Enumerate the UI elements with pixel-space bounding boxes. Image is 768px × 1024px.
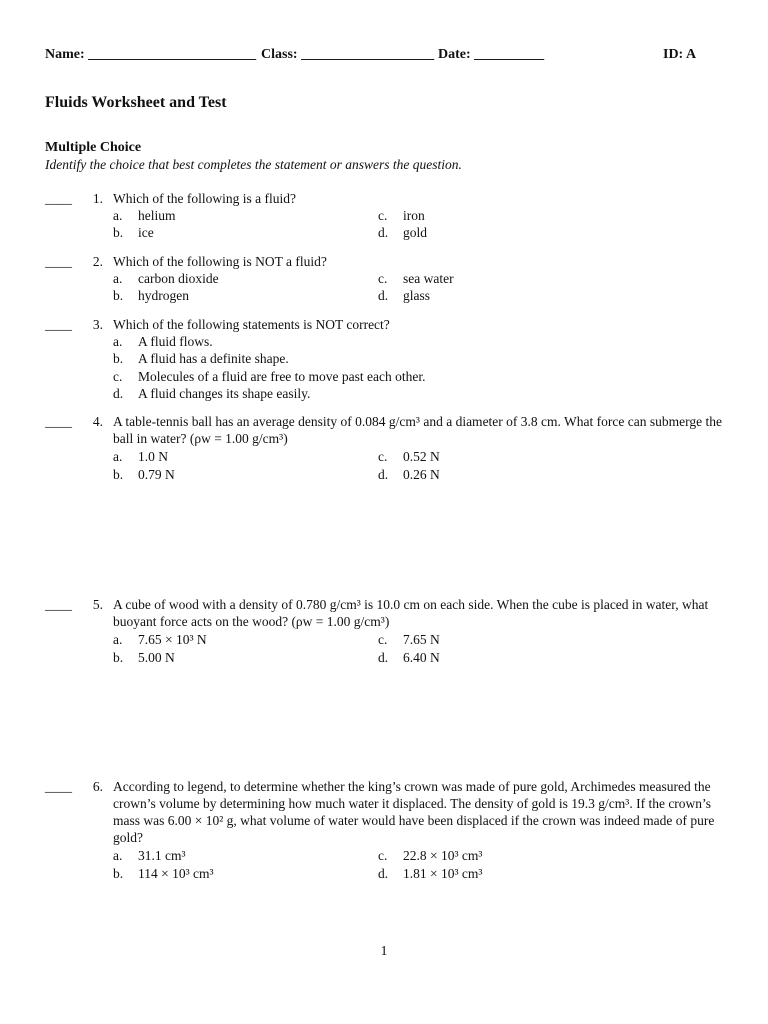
name-field xyxy=(45,47,256,63)
option-letter: a. xyxy=(113,334,123,349)
page-title: Fluids Worksheet and Test xyxy=(45,94,227,111)
id-label: ID: A xyxy=(663,47,697,62)
option-letter: c. xyxy=(378,271,388,286)
option-letter: c. xyxy=(378,848,388,863)
name-blank: ________________________ xyxy=(88,47,257,62)
option-letter: d. xyxy=(378,650,389,665)
option-text: 1.81 × 10³ cm³ xyxy=(403,866,483,881)
option-text: 1.0 N xyxy=(138,449,168,464)
option-text: hydrogen xyxy=(138,288,189,303)
option-text: 0.52 N xyxy=(403,449,440,464)
option-text: 7.65 N xyxy=(403,632,440,647)
option-text: ice xyxy=(138,225,154,240)
option-text: helium xyxy=(138,208,176,223)
section-heading: Multiple Choice xyxy=(45,140,142,155)
option-letter: b. xyxy=(113,225,124,240)
option-letter: b. xyxy=(113,467,124,482)
section-instructions: Identify the choice that best completes the statement or answers the question. xyxy=(45,157,462,172)
question-stem: A table-tennis ball has an average density of 0.084 g/cm³ and a diameter of 3.8 cm. What force can submerge the ball in water? (ρw = 1.00 g/cm³) xyxy=(113,414,722,446)
answer-blank[interactable]: ____ xyxy=(45,254,72,269)
option-letter: a. xyxy=(113,848,123,863)
option-text: iron xyxy=(403,208,425,223)
question-stem: A cube of wood with a density of 0.780 g/cm³ is 10.0 cm on each side. When the cube is placed in water, what buoyant force acts on the wood? (ρw = 1.00 g/cm³) xyxy=(113,597,709,629)
option-letter: c. xyxy=(113,369,123,384)
option-text: 0.79 N xyxy=(138,467,175,482)
option-letter: b. xyxy=(113,650,124,665)
option-letter: a. xyxy=(113,208,123,223)
option-text: 22.8 × 10³ cm³ xyxy=(403,848,483,863)
option-text: 6.40 N xyxy=(403,650,440,665)
page-number: 1 xyxy=(380,944,388,959)
answer-blank[interactable]: ____ xyxy=(45,191,72,206)
answer-blank[interactable]: ____ xyxy=(45,414,72,429)
option-letter: a. xyxy=(113,449,123,464)
option-letter: b. xyxy=(113,866,124,881)
option-text: 31.1 cm³ xyxy=(138,848,186,863)
class-label: Class: xyxy=(261,47,298,62)
option-text: 5.00 N xyxy=(138,650,175,665)
answer-blank[interactable]: ____ xyxy=(45,779,72,794)
question-stem: Which of the following is a fluid? xyxy=(113,191,296,206)
option-text: A fluid changes its shape easily. xyxy=(138,386,311,401)
option-text: 0.26 N xyxy=(403,467,440,482)
option-letter: c. xyxy=(378,632,388,647)
option-letter: d. xyxy=(378,288,389,303)
option-text: carbon dioxide xyxy=(138,271,219,286)
question-number: 1. xyxy=(92,191,103,206)
class-field xyxy=(261,47,434,63)
question-number: 5. xyxy=(92,597,103,612)
question-number: 3. xyxy=(92,317,103,332)
option-text: 7.65 × 10³ N xyxy=(138,632,207,647)
option-text: gold xyxy=(403,225,428,240)
answer-blank[interactable]: ____ xyxy=(45,317,72,332)
question-stem: According to legend, to determine whether the king’s crown was made of pure gold, Archimedes measured the crown’s volume by determining how much water it displaced. The density of gold is 19.3 g/cm³. If the crown’s mass was 6.00 × 10² g, what volume of water would have been displaced if the crown was indeed made of pure gold? xyxy=(113,779,715,845)
question-number: 2. xyxy=(92,254,103,269)
question-stem: Which of the following is NOT a fluid? xyxy=(113,254,327,269)
option-letter: d. xyxy=(378,866,389,881)
option-text: 114 × 10³ cm³ xyxy=(138,866,214,881)
option-text: A fluid flows. xyxy=(138,334,213,349)
class-blank: ___________________ xyxy=(301,47,435,62)
option-letter: d. xyxy=(378,225,389,240)
option-letter: d. xyxy=(113,386,124,401)
option-text: A fluid has a definite shape. xyxy=(138,351,289,366)
date-label: Date: xyxy=(438,47,471,62)
question-stem: Which of the following statements is NOT correct? xyxy=(113,317,390,332)
option-text: Molecules of a fluid are free to move past each other. xyxy=(138,369,426,384)
option-letter: b. xyxy=(113,351,124,366)
option-letter: c. xyxy=(378,208,388,223)
answer-blank[interactable]: ____ xyxy=(45,597,72,612)
option-letter: c. xyxy=(378,449,388,464)
option-letter: a. xyxy=(113,271,123,286)
option-letter: b. xyxy=(113,288,124,303)
date-blank: __________ xyxy=(474,47,545,62)
name-label: Name: xyxy=(45,47,85,62)
question-number: 6. xyxy=(92,779,103,794)
option-text: sea water xyxy=(403,271,454,286)
option-letter: d. xyxy=(378,467,389,482)
option-letter: a. xyxy=(113,632,123,647)
question-number: 4. xyxy=(92,414,103,429)
option-text: glass xyxy=(403,288,430,303)
date-field xyxy=(438,47,544,63)
